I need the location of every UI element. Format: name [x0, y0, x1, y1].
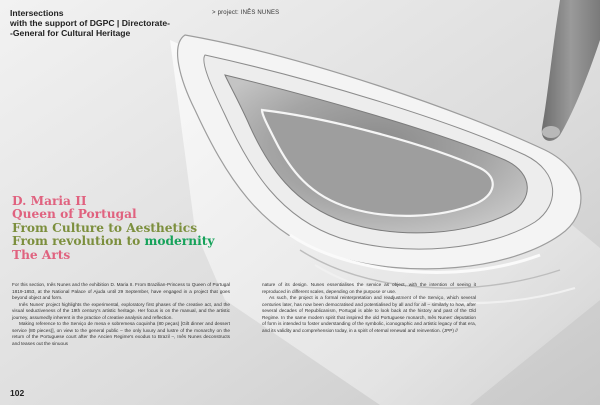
headline-line-4	[12, 235, 312, 248]
headline-line-3: From Culture to Aesthetics	[12, 220, 198, 235]
section-header	[10, 8, 200, 38]
headline-line-4-part-2: modernity	[144, 234, 215, 249]
project-tag: > project: INÊS NUNES	[212, 10, 280, 16]
article-headline	[12, 195, 312, 262]
headline-line-4-part-1: From revolution to	[12, 234, 145, 249]
headline-line-5: The Arts	[12, 247, 71, 262]
body-column-1	[12, 282, 230, 347]
page-number: 102	[10, 388, 25, 398]
header-line-3: -General for Cultural Heritage	[10, 28, 131, 38]
paragraph: Inês Nunes' project highlights the experimental, exploratory first phases of the creative act, and the visual seductiveness of the 19th century's artistic heritage. Her focus is on the manual, and the artistic journey, assumedly inherent in the practice of creative analysis and reflection.	[12, 301, 230, 320]
paragraph: For this section, Inês Nunes and the exhibition D. Maria II. From Brazilian-Princess to Queen of Portugal 1819-1853, at the National Palace of Ajuda until 29 September, have engaged in a project that goes beyond object and form.	[12, 282, 230, 301]
body-column-2	[262, 282, 476, 334]
header-line-1: Intersections	[10, 8, 64, 18]
headline-line-2: Queen of Portugal	[12, 207, 137, 222]
paragraph: Making reference to the Serviço de mesa e sobremesa coquinha (80 peças) [Gilt dinner and dessert service (80 pieces)], on view to the general public – the only luxury and lustre of the monarchy on the return of the Portuguese court after the Ancien Regime's exodus to Brazil –, Inês Nunes deconstructs and teases out the sinuous	[12, 321, 230, 346]
headline-line-1: D. Maria II	[12, 194, 87, 208]
paragraph: As such, the project is a formal reinterpretation and readjustment of the Serviço, which several centuries later, has now been democratised and potentialised by all and for all – similarly to how, after several decades of Republicanism, Portugal is able to look back at the history and past of the Old Regime. In the same modern spirit that inspired the old Portuguese monarch, Inês Nunes' deputation of form is intended to foster understanding of the symbolic, iconographic and artistic legacy of that era, and its validity and comprehension today, in a spirit of eternal renewal and reinvention. (JPP) //	[262, 295, 476, 333]
header-line-2: with the support of DGPC | Directorate-	[10, 18, 170, 28]
paragraph: nature of its design. Nunes essentialises the service as object, with the intention of seeing it reproduced in different scales, depending on the purpose or use.	[262, 282, 476, 294]
